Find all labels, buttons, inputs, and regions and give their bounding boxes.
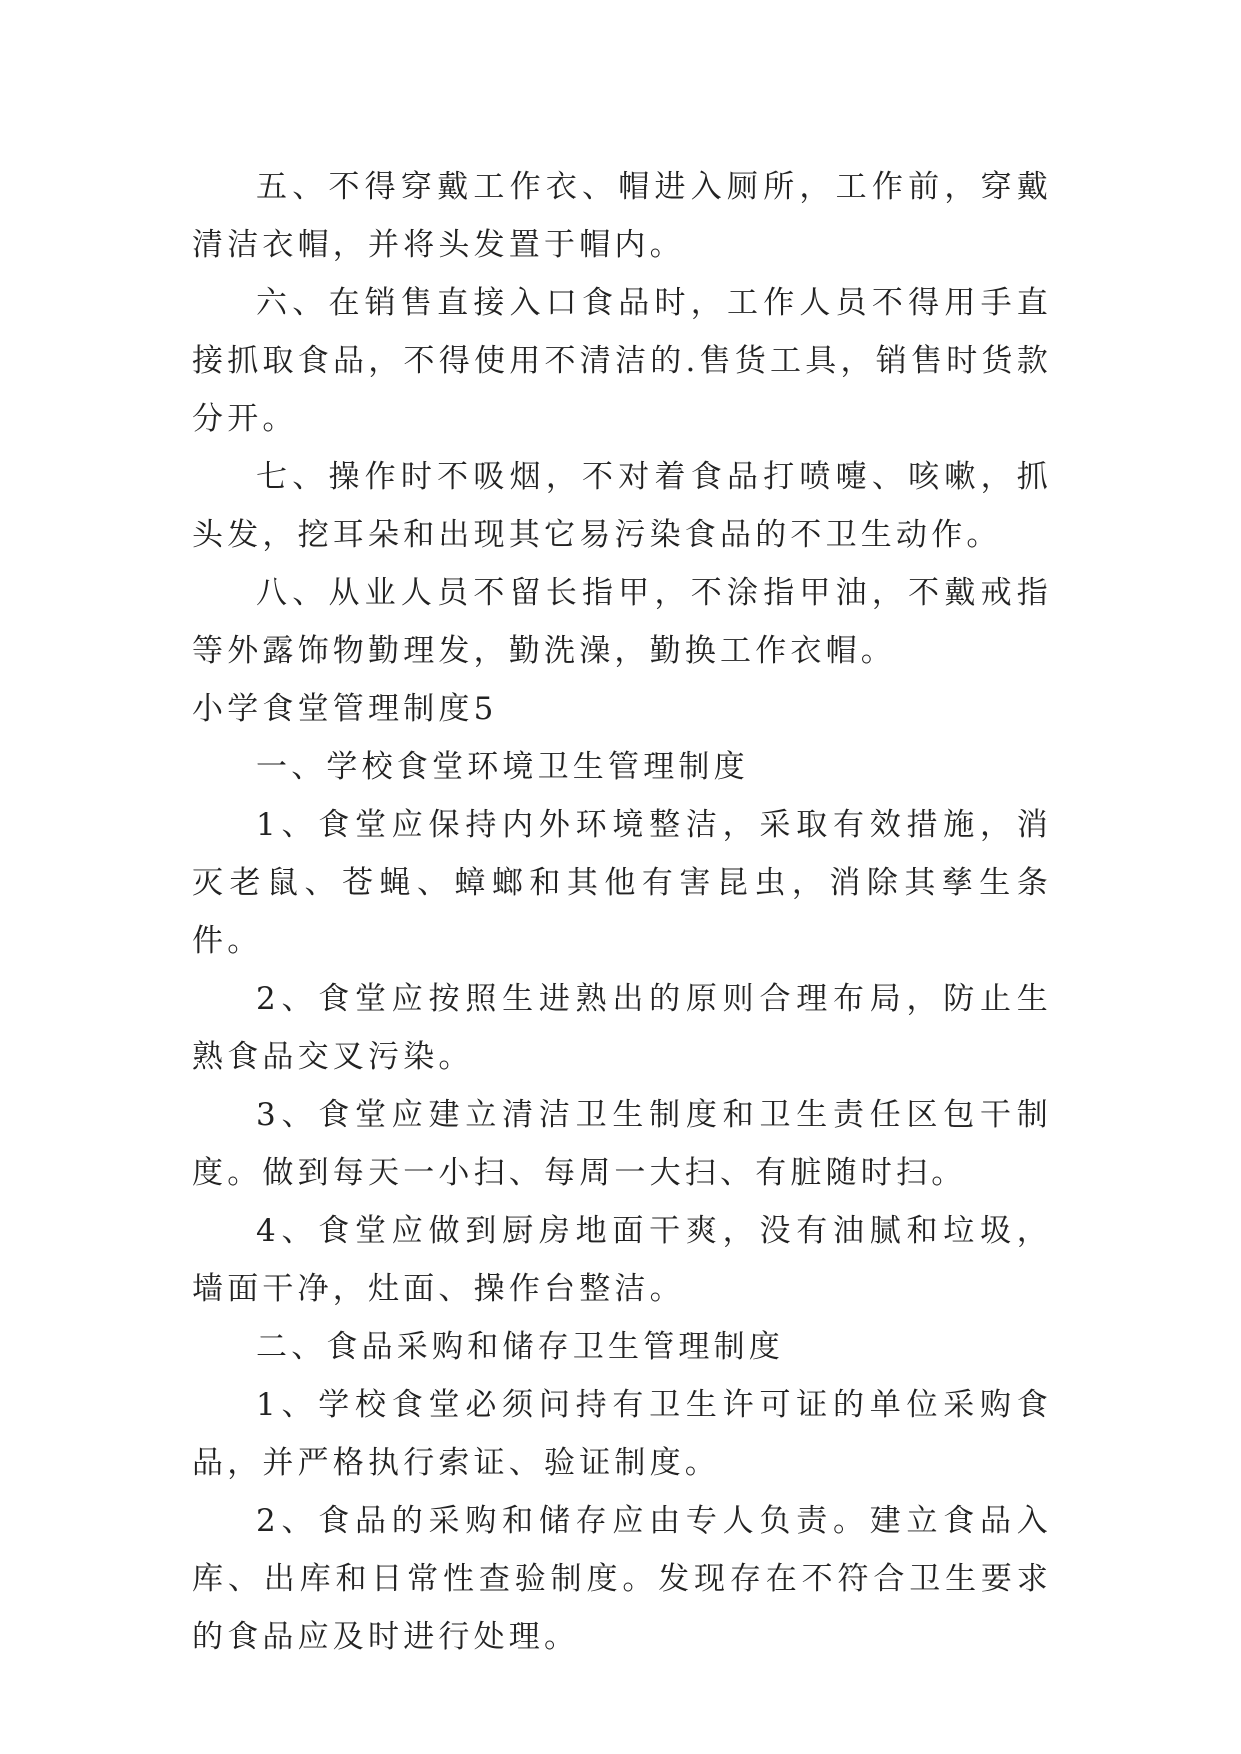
paragraph-purchase-1: 1、学校食堂必须问持有卫生许可证的单位采购食品，并严格执行索证、验证制度。 (192, 1387, 1052, 1481)
paragraph-env-4: 4、食堂应做到厨房地面干爽，没有油腻和垃圾，墙面干净，灶面、操作台整洁。 (192, 1213, 1052, 1307)
paragraph-rule-7: 七、操作时不吸烟，不对着食品打喷嚏、咳嗽，抓头发，挖耳朵和出现其它易污染食品的不卫生动作。 (192, 459, 1052, 553)
paragraph-rule-8: 八、从业人员不留长指甲，不涂指甲油，不戴戒指等外露饰物勤理发，勤洗澡，勤换工作衣帽。 (192, 575, 1052, 669)
document-page (192, 158, 1052, 1666)
subsection-heading-purchase: 二、食品采购和储存卫生管理制度 (256, 1329, 784, 1365)
paragraph-env-3: 3、食堂应建立清洁卫生制度和卫生责任区包干制度。做到每天一小扫、每周一大扫、有脏随时扫。 (192, 1097, 1052, 1191)
paragraph-purchase-2: 2、食品的采购和储存应由专人负责。建立食品入库、出库和日常性查验制度。发现存在不符合卫生要求的食品应及时进行处理。 (192, 1503, 1052, 1655)
paragraph-env-2: 2、食堂应按照生进熟出的原则合理布局，防止生熟食品交叉污染。 (192, 981, 1052, 1075)
section-title: 小学食堂管理制度5 (192, 691, 498, 727)
paragraph-rule-6: 六、在销售直接入口食品时，工作人员不得用手直接抓取食品，不得使用不清洁的.售货工具，销售时货款分开。 (192, 285, 1052, 437)
paragraph-env-1: 1、食堂应保持内外环境整洁，采取有效措施，消灭老鼠、苍蝇、蟑螂和其他有害昆虫，消除其孳生条件。 (192, 807, 1052, 959)
subsection-heading-environment: 一、学校食堂环境卫生管理制度 (256, 749, 749, 785)
paragraph-rule-5: 五、不得穿戴工作衣、帽进入厕所，工作前，穿戴清洁衣帽，并将头发置于帽内。 (192, 169, 1052, 263)
